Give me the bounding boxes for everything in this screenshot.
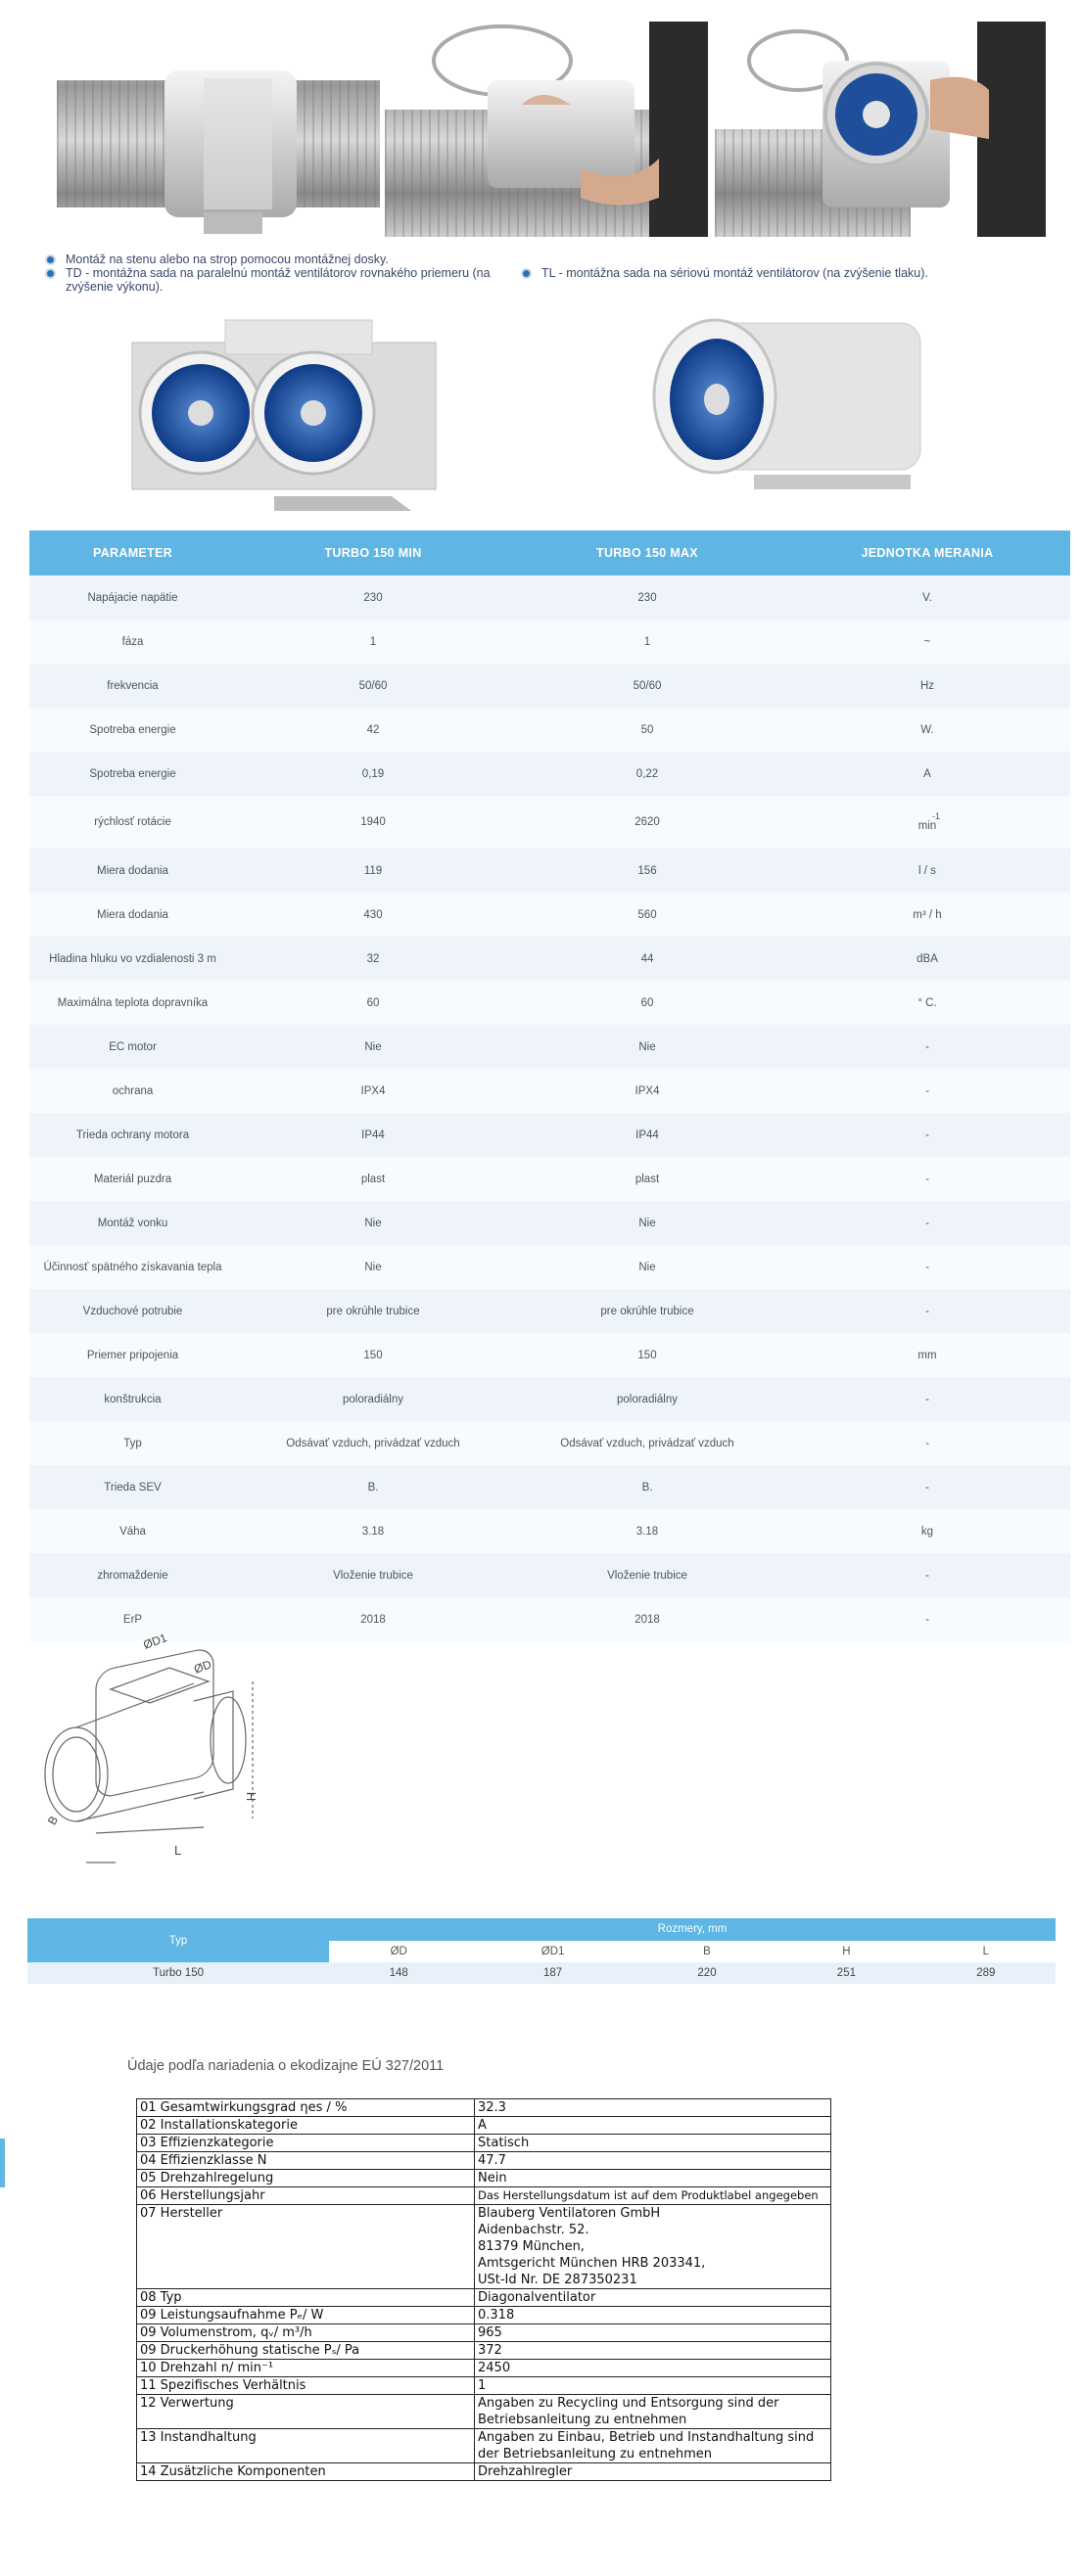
spec-row bbox=[29, 1113, 1070, 1157]
ecodesign-value bbox=[475, 2099, 831, 2117]
ecodesign-key: 10 Drehzahl n/ min⁻¹ bbox=[137, 2360, 475, 2377]
ecodesign-value bbox=[475, 2205, 831, 2289]
spec-min-value: 50/60 bbox=[236, 664, 510, 708]
ecodesign-value-line: Aidenbachstr. 52. bbox=[478, 2223, 589, 2237]
ecodesign-value-line: Angaben zu Recycling und Entsorgung sind der Betriebsanleitung zu entnehmen bbox=[478, 2396, 779, 2427]
photo-mounting bbox=[385, 22, 708, 237]
spec-unit: kg bbox=[784, 1509, 1070, 1553]
single-fan-render bbox=[646, 294, 940, 514]
ecodesign-value bbox=[475, 2135, 831, 2152]
spec-row bbox=[29, 620, 1070, 664]
dim-col-b: B bbox=[637, 1941, 776, 1963]
spec-min-value: poloradiálny bbox=[236, 1377, 510, 1421]
ecodesign-value bbox=[475, 2429, 831, 2463]
ecodesign-value-line: 2450 bbox=[478, 2361, 511, 2375]
ecodesign-key: 07 Hersteller bbox=[137, 2205, 475, 2289]
dim-b: 220 bbox=[637, 1962, 776, 1984]
spec-row bbox=[29, 1465, 1070, 1509]
spec-min-value: 150 bbox=[236, 1333, 510, 1377]
spec-max-value: pre okrúhle trubice bbox=[510, 1289, 784, 1333]
ecodesign-row bbox=[137, 2360, 831, 2377]
spec-min-value: 1940 bbox=[236, 796, 510, 849]
spec-unit: - bbox=[784, 1377, 1070, 1421]
spec-param: Hladina hluku vo vzdialenosti 3 m bbox=[29, 937, 236, 981]
spec-max-value: 230 bbox=[510, 575, 784, 620]
ecodesign-value bbox=[475, 2463, 831, 2481]
spec-param: ochrana bbox=[29, 1069, 236, 1113]
ecodesign-row bbox=[137, 2170, 831, 2187]
dim-col-d1: ØD1 bbox=[468, 1941, 636, 1963]
ecodesign-value bbox=[475, 2289, 831, 2307]
spec-max-value: 3.18 bbox=[510, 1509, 784, 1553]
spec-row bbox=[29, 1245, 1070, 1289]
spec-min-value: 3.18 bbox=[236, 1509, 510, 1553]
bullet-icon bbox=[47, 256, 54, 263]
dim-h: 251 bbox=[776, 1962, 916, 1984]
spec-row bbox=[29, 1509, 1070, 1553]
ecodesign-value-line: Angaben zu Einbau, Betrieb und Instandhaltung sind der Betriebsanleitung zu entnehmen bbox=[478, 2430, 815, 2461]
spec-unit: V. bbox=[784, 575, 1070, 620]
dimension-drawing bbox=[27, 1633, 272, 1877]
spec-param: Účinnosť spätného získavania tepla bbox=[29, 1245, 236, 1289]
spec-param: Miera dodania bbox=[29, 849, 236, 893]
ecodesign-value-line: Drehzahlregler bbox=[478, 2464, 573, 2479]
ecodesign-value bbox=[475, 2152, 831, 2170]
ecodesign-body bbox=[137, 2099, 831, 2481]
twin-fan-render bbox=[127, 315, 441, 521]
spec-max-value: Nie bbox=[510, 1201, 784, 1245]
unit-base: min bbox=[917, 820, 937, 832]
spec-max-value: IP44 bbox=[510, 1113, 784, 1157]
spec-max-value: 1 bbox=[510, 620, 784, 664]
spec-param: Montáž vonku bbox=[29, 1201, 236, 1245]
spec-param: zhromaždenie bbox=[29, 1553, 236, 1597]
spec-max-value: 560 bbox=[510, 893, 784, 937]
spec-min-value: Nie bbox=[236, 1245, 510, 1289]
spec-max-value: B. bbox=[510, 1465, 784, 1509]
ecodesign-value-line: Nein bbox=[478, 2171, 507, 2185]
ecodesign-row bbox=[137, 2117, 831, 2135]
spec-unit: l / s bbox=[784, 849, 1070, 893]
spec-row bbox=[29, 1421, 1070, 1465]
spec-row bbox=[29, 575, 1070, 620]
ecodesign-value-line: 0.318 bbox=[478, 2308, 515, 2323]
spec-unit: - bbox=[784, 1553, 1070, 1597]
spec-unit bbox=[784, 796, 1070, 849]
dim-col-l: L bbox=[916, 1941, 1056, 1963]
spec-row bbox=[29, 1333, 1070, 1377]
spec-unit: dBA bbox=[784, 937, 1070, 981]
spec-row bbox=[29, 708, 1070, 752]
spec-body bbox=[29, 575, 1070, 1641]
ecodesign-value-line: 47.7 bbox=[478, 2153, 506, 2168]
spec-max-value: poloradiálny bbox=[510, 1377, 784, 1421]
ecodesign-key: 09 Druckerhöhung statische Pₛ/ Pa bbox=[137, 2342, 475, 2360]
ecodesign-value bbox=[475, 2360, 831, 2377]
label-d1: ØD1 bbox=[141, 1631, 169, 1652]
spec-param: Spotreba energie bbox=[29, 708, 236, 752]
ecodesign-value-line: 372 bbox=[478, 2343, 502, 2358]
ecodesign-value bbox=[475, 2187, 831, 2205]
col-turbo-min: TURBO 150 MIN bbox=[236, 530, 510, 575]
spec-max-value: 50/60 bbox=[510, 664, 784, 708]
spec-param: Materiál puzdra bbox=[29, 1157, 236, 1201]
spec-param: ErP bbox=[29, 1597, 236, 1641]
ecodesign-value bbox=[475, 2342, 831, 2360]
ecodesign-value-line: USt-Id Nr. DE 287350231 bbox=[478, 2273, 637, 2287]
ecodesign-value-line: Blauberg Ventilatoren GmbH bbox=[478, 2206, 661, 2221]
label-h: H bbox=[244, 1791, 259, 1802]
spec-param: fáza bbox=[29, 620, 236, 664]
ecodesign-row bbox=[137, 2099, 831, 2117]
ecodesign-value-line: Amtsgericht München HRB 203341, bbox=[478, 2256, 706, 2271]
ecodesign-value-line: Diagonalventilator bbox=[478, 2290, 596, 2305]
ecodesign-row bbox=[137, 2342, 831, 2360]
ecodesign-row bbox=[137, 2463, 831, 2481]
ecodesign-value-line: 965 bbox=[478, 2325, 502, 2340]
ecodesign-value bbox=[475, 2170, 831, 2187]
spec-header-row bbox=[29, 530, 1070, 575]
spec-min-value: 32 bbox=[236, 937, 510, 981]
spec-min-value: Nie bbox=[236, 1025, 510, 1069]
spec-max-value: Nie bbox=[510, 1025, 784, 1069]
ecodesign-value bbox=[475, 2324, 831, 2342]
ecodesign-key: 04 Effizienzklasse N bbox=[137, 2152, 475, 2170]
spec-unit: - bbox=[784, 1421, 1070, 1465]
col-parameter: PARAMETER bbox=[29, 530, 236, 575]
ecodesign-row bbox=[137, 2135, 831, 2152]
ecodesign-row bbox=[137, 2307, 831, 2324]
spec-max-value: 150 bbox=[510, 1333, 784, 1377]
spec-unit: - bbox=[784, 1597, 1070, 1641]
spec-min-value: 42 bbox=[236, 708, 510, 752]
spec-row bbox=[29, 893, 1070, 937]
spec-max-value: IPX4 bbox=[510, 1069, 784, 1113]
col-unit: JEDNOTKA MERANIA bbox=[784, 530, 1070, 575]
spec-param: Miera dodania bbox=[29, 893, 236, 937]
spec-unit: A bbox=[784, 752, 1070, 796]
spec-min-value: 0,19 bbox=[236, 752, 510, 796]
ecodesign-value-line: 1 bbox=[478, 2378, 487, 2393]
label-b: B bbox=[44, 1814, 62, 1827]
spec-max-value: 2620 bbox=[510, 796, 784, 849]
dim-typ-header: Typ bbox=[27, 1918, 329, 1962]
ecodesign-key: 09 Volumenstrom, qᵥ/ m³/h bbox=[137, 2324, 475, 2342]
ecodesign-title: Údaje podľa nariadenia o ekodizajne EÚ 327/2011 bbox=[127, 2058, 445, 2074]
spec-min-value: 1 bbox=[236, 620, 510, 664]
product-photos bbox=[57, 22, 1046, 237]
spec-param: Napájacie napätie bbox=[29, 575, 236, 620]
ecodesign-key: 01 Gesamtwirkungsgrad ηes / % bbox=[137, 2099, 475, 2117]
spec-max-value: 50 bbox=[510, 708, 784, 752]
spec-max-value: 60 bbox=[510, 981, 784, 1025]
spec-min-value: B. bbox=[236, 1465, 510, 1509]
spec-table bbox=[29, 530, 1070, 1641]
spec-row bbox=[29, 937, 1070, 981]
ecodesign-value-line: Statisch bbox=[478, 2136, 530, 2150]
spec-min-value: plast bbox=[236, 1157, 510, 1201]
spec-param: Váha bbox=[29, 1509, 236, 1553]
ecodesign-value-line: A bbox=[478, 2118, 487, 2133]
ecodesign-row bbox=[137, 2187, 831, 2205]
spec-unit: W. bbox=[784, 708, 1070, 752]
spec-max-value: 2018 bbox=[510, 1597, 784, 1641]
dim-l: 289 bbox=[916, 1962, 1056, 1984]
spec-max-value: Odsávať vzduch, privádzať vzduch bbox=[510, 1421, 784, 1465]
bullet-icon bbox=[47, 270, 54, 277]
ecodesign-value-line: Das Herstellungsdatum ist auf dem Produktlabel angegeben bbox=[478, 2188, 819, 2202]
spec-unit: - bbox=[784, 1245, 1070, 1289]
spec-param: Vzduchové potrubie bbox=[29, 1289, 236, 1333]
spec-row bbox=[29, 752, 1070, 796]
spec-param: frekvencia bbox=[29, 664, 236, 708]
spec-unit: - bbox=[784, 1069, 1070, 1113]
bullet-td: TD - montážna sada na paralelnú montáž ventilátorov rovnakého priemeru (na zvýšenie výkonu). bbox=[47, 266, 507, 294]
ecodesign-key: 02 Installationskategorie bbox=[137, 2117, 475, 2135]
ecodesign-value bbox=[475, 2117, 831, 2135]
spec-param: EC motor bbox=[29, 1025, 236, 1069]
dim-row-name: Turbo 150 bbox=[27, 1962, 329, 1984]
dim-group-header: Rozmery, mm bbox=[329, 1918, 1056, 1941]
ecodesign-key: 08 Typ bbox=[137, 2289, 475, 2307]
spec-unit: Hz bbox=[784, 664, 1070, 708]
spec-row bbox=[29, 1289, 1070, 1333]
dim-row-turbo150 bbox=[27, 1962, 1056, 1984]
spec-param: rýchlosť rotácie bbox=[29, 796, 236, 849]
ecodesign-value-line: 81379 München, bbox=[478, 2239, 585, 2254]
spec-param: Typ bbox=[29, 1421, 236, 1465]
label-d: ØD bbox=[192, 1657, 213, 1677]
spec-max-value: 44 bbox=[510, 937, 784, 981]
spec-min-value: IPX4 bbox=[236, 1069, 510, 1113]
ecodesign-row bbox=[137, 2395, 831, 2429]
ecodesign-key: 13 Instandhaltung bbox=[137, 2429, 475, 2463]
side-marker bbox=[0, 2139, 5, 2187]
ecodesign-row bbox=[137, 2377, 831, 2395]
spec-unit: - bbox=[784, 1157, 1070, 1201]
spec-unit: - bbox=[784, 1289, 1070, 1333]
spec-param: Maximálna teplota dopravníka bbox=[29, 981, 236, 1025]
spec-max-value: 156 bbox=[510, 849, 784, 893]
spec-row bbox=[29, 849, 1070, 893]
spec-max-value: plast bbox=[510, 1157, 784, 1201]
spec-min-value: IP44 bbox=[236, 1113, 510, 1157]
ecodesign-key: 11 Spezifisches Verhältnis bbox=[137, 2377, 475, 2395]
ecodesign-row bbox=[137, 2152, 831, 2170]
spec-row bbox=[29, 1201, 1070, 1245]
ecodesign-table bbox=[136, 2098, 831, 2481]
photo-installed-duct bbox=[57, 22, 380, 237]
unit-exponent: -1 bbox=[931, 811, 940, 821]
spec-row bbox=[29, 796, 1070, 849]
ecodesign-row bbox=[137, 2324, 831, 2342]
spec-row bbox=[29, 664, 1070, 708]
spec-param: Trieda SEV bbox=[29, 1465, 236, 1509]
ecodesign-value bbox=[475, 2377, 831, 2395]
dim-d: 148 bbox=[329, 1962, 468, 1984]
dim-col-h: H bbox=[776, 1941, 916, 1963]
spec-min-value: Nie bbox=[236, 1201, 510, 1245]
spec-min-value: 119 bbox=[236, 849, 510, 893]
dimension-table bbox=[27, 1918, 1056, 1984]
ecodesign-key: 06 Herstellungsjahr bbox=[137, 2187, 475, 2205]
ecodesign-key: 12 Verwertung bbox=[137, 2395, 475, 2429]
label-l: L bbox=[174, 1843, 182, 1858]
ecodesign-value-line: 32.3 bbox=[478, 2100, 506, 2115]
spec-row bbox=[29, 1025, 1070, 1069]
ecodesign-key: 03 Effizienzkategorie bbox=[137, 2135, 475, 2152]
spec-row bbox=[29, 981, 1070, 1025]
spec-max-value: Vloženie trubice bbox=[510, 1553, 784, 1597]
spec-min-value: Vloženie trubice bbox=[236, 1553, 510, 1597]
spec-min-value: Odsávať vzduch, privádzať vzduch bbox=[236, 1421, 510, 1465]
ecodesign-key: 09 Leistungsaufnahme Pₑ/ W bbox=[137, 2307, 475, 2324]
spec-max-value: 0,22 bbox=[510, 752, 784, 796]
spec-unit: - bbox=[784, 1465, 1070, 1509]
spec-unit: - bbox=[784, 1025, 1070, 1069]
spec-min-value: 430 bbox=[236, 893, 510, 937]
spec-unit: mm bbox=[784, 1333, 1070, 1377]
spec-min-value: 230 bbox=[236, 575, 510, 620]
spec-row bbox=[29, 1553, 1070, 1597]
dim-col-d: ØD bbox=[329, 1941, 468, 1963]
bullet-wall-mount: Montáž na stenu alebo na strop pomocou montážnej dosky. bbox=[47, 253, 537, 266]
photo-fan-inside bbox=[715, 22, 1046, 237]
bullet-tl: TL - montážna sada na sériovú montáž ventilátorov (na zvýšenie tlaku). bbox=[523, 266, 1052, 280]
bullet-icon bbox=[523, 270, 530, 277]
spec-unit: m³ / h bbox=[784, 893, 1070, 937]
spec-unit: - bbox=[784, 1113, 1070, 1157]
spec-unit: - bbox=[784, 1201, 1070, 1245]
ecodesign-key: 05 Drehzahlregelung bbox=[137, 2170, 475, 2187]
ecodesign-row bbox=[137, 2205, 831, 2289]
spec-param: konštrukcia bbox=[29, 1377, 236, 1421]
spec-unit: ° C. bbox=[784, 981, 1070, 1025]
ecodesign-row bbox=[137, 2429, 831, 2463]
spec-param: Trieda ochrany motora bbox=[29, 1113, 236, 1157]
spec-min-value: 2018 bbox=[236, 1597, 510, 1641]
spec-param: Priemer pripojenia bbox=[29, 1333, 236, 1377]
ecodesign-value bbox=[475, 2395, 831, 2429]
spec-max-value: Nie bbox=[510, 1245, 784, 1289]
dim-d1: 187 bbox=[468, 1962, 636, 1984]
spec-row bbox=[29, 1069, 1070, 1113]
ecodesign-row bbox=[137, 2289, 831, 2307]
ecodesign-value bbox=[475, 2307, 831, 2324]
spec-row bbox=[29, 1157, 1070, 1201]
spec-param: Spotreba energie bbox=[29, 752, 236, 796]
spec-row bbox=[29, 1377, 1070, 1421]
spec-unit: ~ bbox=[784, 620, 1070, 664]
spec-min-value: 60 bbox=[236, 981, 510, 1025]
col-turbo-max: TURBO 150 MAX bbox=[510, 530, 784, 575]
ecodesign-key: 14 Zusätzliche Komponenten bbox=[137, 2463, 475, 2481]
spec-min-value: pre okrúhle trubice bbox=[236, 1289, 510, 1333]
